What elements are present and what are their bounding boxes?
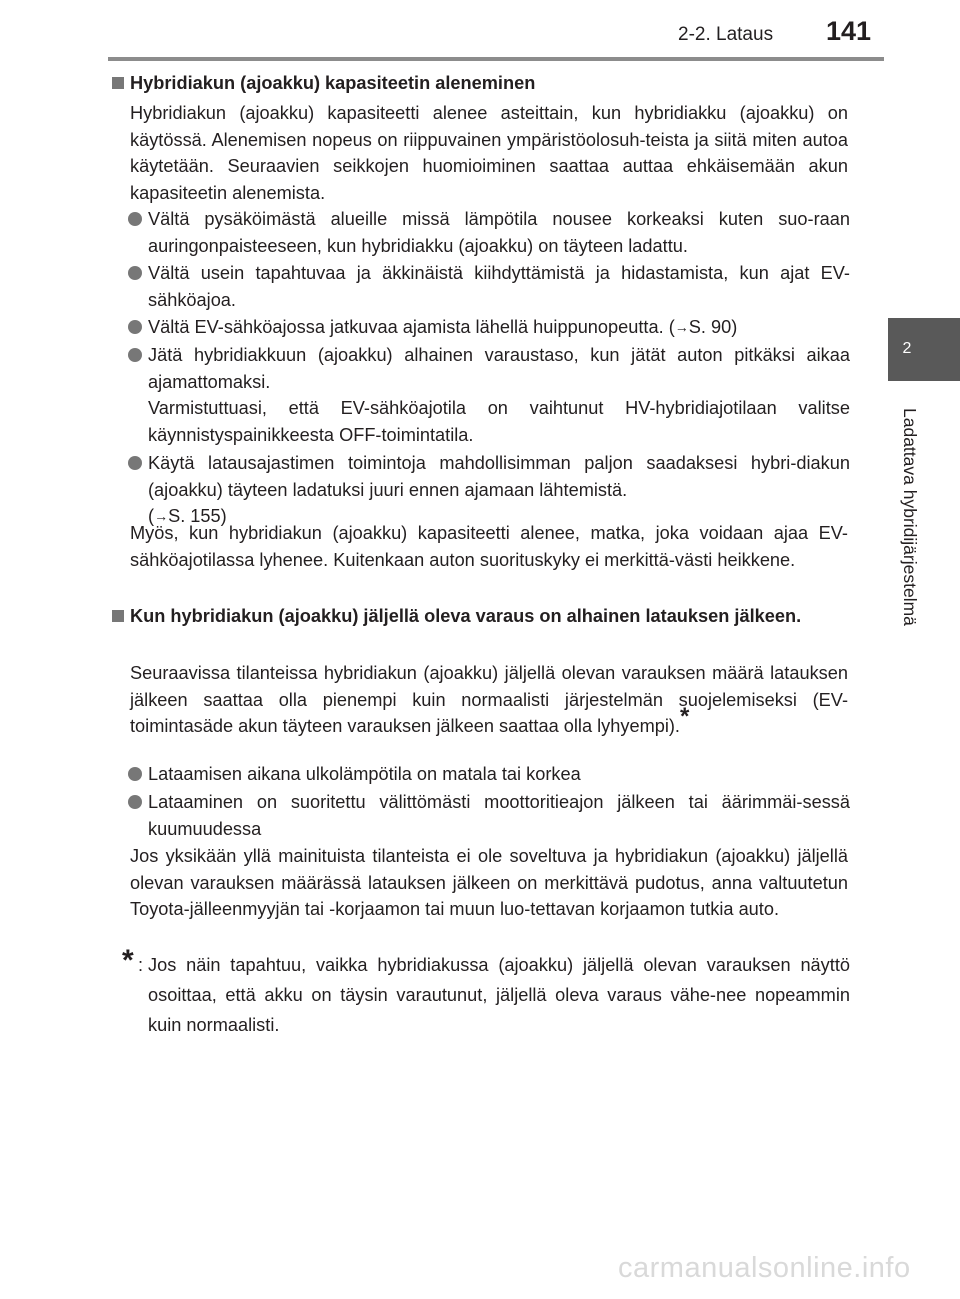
list-item: Vältä usein tapahtuvaa ja äkkinäistä kiihdyttämistä ja hidastamista, kun ajat EV-sähköajoa. bbox=[128, 260, 850, 313]
section-heading: Kun hybridiakun (ajoakku) jäljellä oleva varaus on alhainen latauksen jälkeen. bbox=[112, 603, 848, 630]
list-item: Lataamisen aikana ulkolämpötila on matala tai korkea bbox=[128, 761, 850, 788]
arrow-right-icon: → bbox=[674, 319, 689, 335]
footnote-star: * bbox=[122, 944, 134, 977]
chapter-tab bbox=[888, 318, 960, 381]
bullet-icon bbox=[128, 266, 142, 280]
heading-square-icon bbox=[112, 610, 124, 622]
chapter-number: 2 bbox=[902, 340, 912, 357]
section-intro: Hybridiakun (ajoakku) kapasiteetti alenee asteittain, kun hybridiakku (ajoakku) on käytössä. Alenemisen nopeus on riippuvainen ympäristöolosuh-teista ja siitä miten autoa käytetään. Seuraavien seikkojen huomioiminen saattaa auttaa ehkäisemään akun kapasiteetin alenemista. bbox=[130, 103, 848, 203]
list-item: Jätä hybridiakkuun (ajoakku) alhainen varaustaso, kun jätät auton pitkäksi aikaa ajamattomaksi. Varmistuttuasi, että EV-sähköajotila on vaihtunut HV-hybridiajotilaan valitse käynnistyspainikkeesta OFF-toimintatila. bbox=[128, 342, 850, 448]
section-intro: Seuraavissa tilanteissa hybridiakun (ajoakku) jäljellä olevan varauksen määrä latauksen jälkeen saattaa olla pienempi kuin normaalisti järjestelmän suojelemiseksi (EV-toimintasäde akun täyteen varauksen jälkeen saattaa olla lyhyempi).* bbox=[130, 663, 848, 736]
section-heading: Hybridiakun (ajoakku) kapasiteetin aleneminen bbox=[112, 70, 535, 97]
section-title: 2-2. Lataus bbox=[678, 24, 774, 45]
section-outro: Jos yksikään yllä mainituista tilanteista ei ole soveltuva ja hybridiakun (ajoakku) jäljellä olevan varauksen määrässä latauksen jälkeen on merkittävä pudotus, anna valtuutetun Toyota-jälleenmyyjän tai -korjaamon tai muun luo-tettavan korjaamon tutkia auto. bbox=[130, 846, 848, 919]
section-outro: Myös, kun hybridiakun (ajoakku) kapasiteetti alenee, matka, joka voidaan ajaa EV-sähköajotilassa lyhenee. Kuitenkaan auton suorituskyky ei merkittä-västi heikkene. bbox=[130, 523, 848, 570]
list-item: Vältä EV-sähköajossa jatkuvaa ajamista lähellä huippunopeutta. (→S. 90) bbox=[128, 314, 850, 341]
bullet-icon bbox=[128, 456, 142, 470]
bullet-icon bbox=[128, 795, 142, 809]
bullet-icon bbox=[128, 767, 142, 781]
chapter-label: Ladattava hybridijärjestelmä bbox=[900, 408, 920, 626]
header-rule bbox=[108, 57, 884, 61]
footnote: * : Jos näin tapahtuu, vaikka hybridiakussa (ajoakku) jäljellä olevan varauksen näyttö osoittaa, että akku on täysin varautunut, jäljellä oleva varaus vähe-nee nopeammin kuin normaalisti. bbox=[122, 944, 850, 1035]
footnote-reference: * bbox=[680, 703, 690, 730]
heading-square-icon bbox=[112, 77, 124, 89]
bullet-icon bbox=[128, 348, 142, 362]
list-item: Vältä pysäköimästä alueille missä lämpötila nousee korkeaksi kuten suo-raan auringonpaisteeseen, kun hybridiakku (ajoakku) on täyteen ladattu. bbox=[128, 206, 850, 259]
list-item: Käytä latausajastimen toimintoja mahdollisimman paljon saadaksesi hybri-diakun (ajoakku) täyteen ladatuksi juuri ennen ajamaan lähtemistä. (→S. 155) bbox=[128, 450, 850, 530]
list-item: Lataaminen on suoritettu välittömästi moottoritieajon jälkeen tai äärimmäi-sessä kuumuudessa bbox=[128, 789, 850, 842]
watermark: carmanualsonline.info bbox=[618, 1252, 911, 1284]
page-number: 141 bbox=[826, 16, 872, 46]
bullet-icon bbox=[128, 212, 142, 226]
arrow-right-icon: → bbox=[154, 508, 169, 524]
bullet-icon bbox=[128, 320, 142, 334]
